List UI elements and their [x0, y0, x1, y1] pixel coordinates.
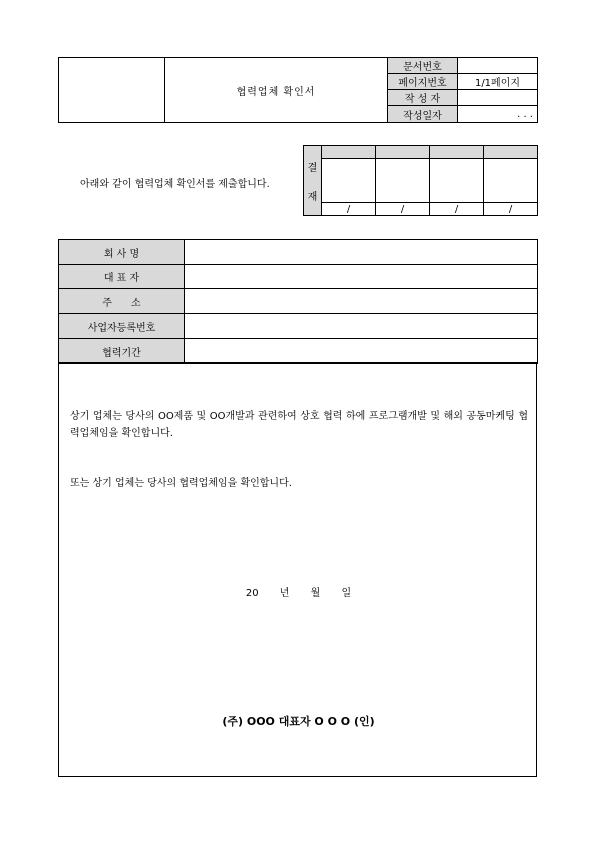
company-name-field[interactable] — [185, 240, 538, 265]
approver-title-3 — [430, 146, 484, 159]
signature-cell-2[interactable] — [376, 159, 430, 203]
signature-cell-4[interactable] — [484, 159, 538, 203]
cooperation-period-field[interactable] — [185, 339, 538, 364]
approval-date-1[interactable]: / — [322, 203, 376, 216]
ceo-label: 대 표 자 — [59, 265, 185, 289]
address-field[interactable] — [185, 289, 538, 314]
company-info-table — [58, 239, 538, 364]
company-name-label: 회 사 명 — [59, 240, 185, 265]
doc-number-value[interactable] — [458, 58, 538, 74]
ceo-field[interactable] — [185, 265, 538, 289]
cooperation-period-label: 협력기간 — [59, 339, 185, 364]
confirmation-body — [58, 362, 537, 777]
author-label: 작 성 자 — [388, 90, 458, 106]
approval-date-4[interactable]: / — [484, 203, 538, 216]
approver-title-4 — [484, 146, 538, 159]
confirmation-paragraph-1: 상기 업체는 당사의 OO제품 및 OO개발과 관련하여 상호 협력 하에 프로그램개발 및 해외 공동마케팅 협력업체임을 확인합니다. — [70, 411, 528, 439]
signature-line: (주) OOO 대표자 O O O (인) — [222, 715, 375, 728]
approver-title-1 — [322, 146, 376, 159]
date-label: 작성일자 — [388, 106, 458, 123]
signature-cell-3[interactable] — [430, 159, 484, 203]
business-number-label: 사업자등록번호 — [59, 314, 185, 339]
signature-cell-1[interactable] — [322, 159, 376, 203]
approver-title-2 — [376, 146, 430, 159]
business-number-field[interactable] — [185, 314, 538, 339]
page-number-value: 1/1페이지 — [458, 74, 538, 90]
approval-date-2[interactable]: / — [376, 203, 430, 216]
logo-cell — [59, 58, 165, 123]
page-number-label: 페이지번호 — [388, 74, 458, 90]
author-value[interactable] — [458, 90, 538, 106]
approval-date-3[interactable]: / — [430, 203, 484, 216]
approval-label-bottom: 재 — [307, 191, 318, 203]
intro-text: 아래와 같이 협력업체 확인서를 제출합니다. — [80, 179, 270, 190]
issue-date-line: 20 년 월 일 — [245, 588, 352, 599]
address-label: 주 소 — [59, 289, 185, 314]
confirmation-paragraph-2: 또는 상기 업체는 당사의 협력업체임을 확인합니다. — [70, 478, 292, 489]
document-header — [58, 57, 538, 123]
doc-number-label: 문서번호 — [388, 58, 458, 74]
approval-label-top: 결 — [307, 162, 318, 174]
document-title: 협력업체 확인서 — [165, 58, 388, 123]
approval-box — [303, 145, 538, 216]
date-value[interactable]: . . . — [458, 106, 538, 123]
approval-label — [304, 146, 322, 216]
